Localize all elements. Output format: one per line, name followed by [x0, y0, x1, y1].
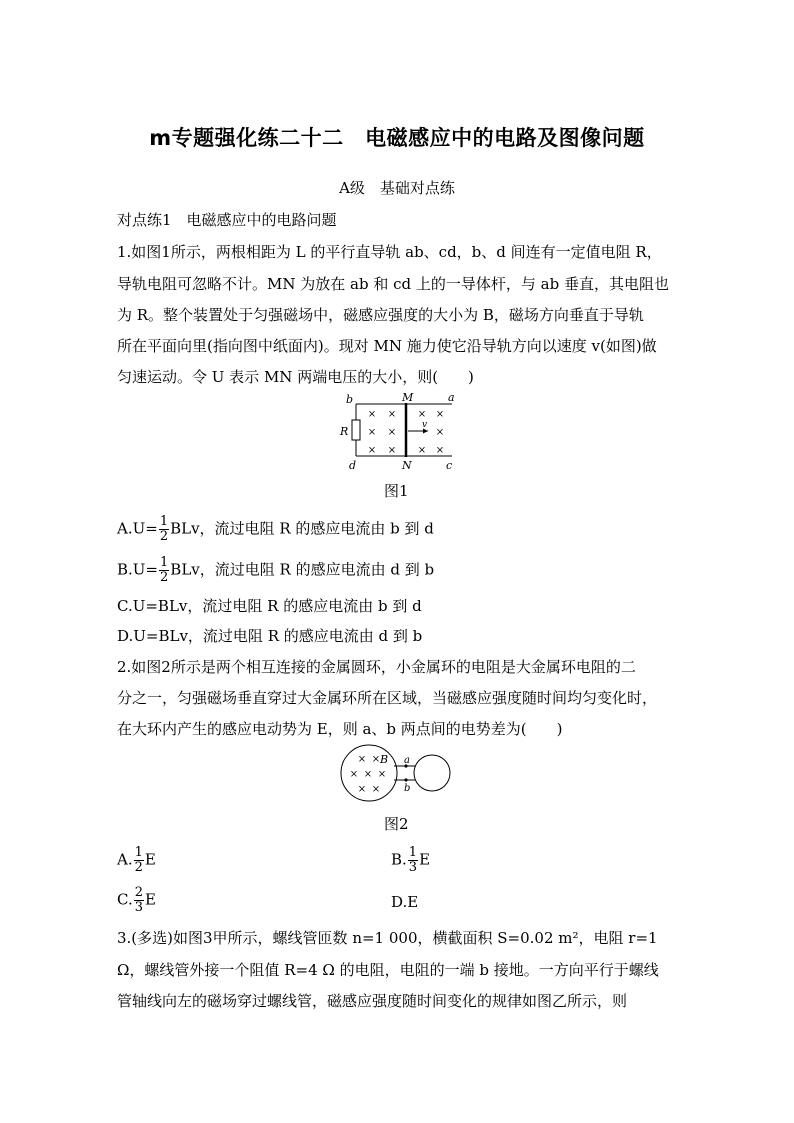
label-c: c — [446, 459, 453, 472]
point-b — [404, 778, 407, 781]
q1-option-a[interactable] — [117, 515, 434, 544]
small-ring — [414, 755, 450, 791]
label-b: b — [404, 783, 411, 794]
field-cross: × — [363, 769, 373, 780]
q2-line-1: 2.如图2所示是两个相互连接的金属圆环，小金属环的电阻是大金属环电阻的二 — [117, 658, 636, 676]
q3-line-3: 管轴线向左的磁场穿过螺线管，磁感应强度随时间变化的规律如图乙所示，则 — [117, 992, 628, 1010]
option-b-text: BLv，流过电阻 R 的感应电流由 d 到 b — [170, 560, 435, 579]
field-cross: × — [357, 784, 367, 795]
label-b-field: B — [380, 753, 389, 766]
field-cross: × — [387, 445, 397, 456]
label-d: d — [349, 459, 357, 472]
field-cross: × — [387, 409, 397, 420]
q2-option-d[interactable]: D.E — [391, 893, 419, 911]
field-cross: × — [371, 784, 381, 795]
q2-option-c[interactable] — [117, 886, 156, 915]
section-heading: A级 基础对点练 — [339, 179, 455, 197]
field-cross: × — [349, 769, 359, 780]
q2-option-a[interactable] — [117, 846, 156, 875]
field-cross: × — [417, 409, 427, 420]
subsection-heading: 对点练1 电磁感应中的电路问题 — [117, 211, 337, 229]
q1-option-b[interactable] — [117, 556, 434, 585]
q1-option-c[interactable]: C.U=BLv，流过电阻 R 的感应电流由 b 到 d — [117, 597, 422, 615]
option-b-text: E — [419, 850, 431, 869]
figure-2-caption: 图2 — [384, 815, 409, 833]
field-cross: × — [417, 445, 427, 456]
figure-1-rail-circuit — [336, 390, 460, 472]
label-a: a — [404, 755, 410, 766]
label-n: N — [402, 459, 412, 472]
option-a-text: E — [144, 850, 156, 869]
field-cross: × — [367, 409, 377, 420]
q1-line-1: 1.如图1所示，两根相距为 L 的平行直导轨 ab、cd，b、d 间连有一定值电阻 R， — [117, 243, 662, 261]
field-cross: × — [435, 427, 445, 438]
q1-option-d[interactable]: D.U=BLv，流过电阻 R 的感应电流由 d 到 b — [117, 627, 423, 645]
field-cross: × — [371, 754, 381, 765]
option-b-prefix: B.U= — [117, 560, 159, 579]
q2-line-3: 在大环内产生的感应电动势为 E，则 a、b 两点间的电势差为( ) — [117, 720, 563, 738]
q2-line-2: 分之一，匀强磁场垂直穿过大金属环所在区域，当磁感应强度随时间均匀变化时， — [117, 689, 658, 707]
label-r: R — [340, 425, 349, 438]
figure-2-two-rings — [338, 742, 454, 804]
field-cross: × — [357, 754, 367, 765]
q3-line-1: 3.(多选)如图3甲所示，螺线管匝数 n=1 000，横截面积 S=0.02 m²，电阻 r=1 — [117, 929, 658, 947]
fraction: $\frac{1}{2}$ — [134, 845, 143, 875]
q1-line-4: 所在平面向里(指向图中纸面内)。现对 MN 施力使它沿导轨方向以速度 v(如图)做 — [117, 337, 657, 355]
field-cross: × — [387, 427, 397, 438]
fraction: $\frac{1}{2}$ — [160, 555, 169, 585]
label-m: M — [402, 391, 414, 404]
resistor-r — [352, 420, 360, 440]
label-b: b — [346, 393, 354, 406]
option-a-prefix: A.U= — [117, 519, 158, 538]
field-cross: × — [435, 445, 445, 456]
fraction: $\frac{2}{3}$ — [134, 885, 143, 915]
option-c-label: C. — [117, 890, 133, 909]
option-a-text: BLv，流过电阻 R 的感应电流由 b 到 d — [170, 519, 434, 538]
field-cross: × — [435, 409, 445, 420]
field-cross: × — [367, 427, 377, 438]
q1-line-5: 匀速运动。令 U 表示 MN 两端电压的大小，则( ) — [117, 368, 474, 386]
option-b-label: B. — [391, 850, 407, 869]
page-title: m专题强化练二十二 电磁感应中的电路及图像问题 — [149, 126, 645, 150]
q3-line-2: Ω，螺线管外接一个阻值 R=4 Ω 的电阻，电阻的一端 b 接地。一方向平行于螺线 — [117, 961, 659, 979]
field-cross: × — [367, 445, 377, 456]
fraction: $\frac{1}{3}$ — [408, 845, 418, 875]
q1-line-2: 导轨电阻可忽略不计。MN 为放在 ab 和 cd 上的一导体杆，与 ab 垂直，其电阻也 — [117, 275, 669, 293]
figure-1-caption: 图1 — [384, 482, 409, 500]
option-a-label: A. — [117, 850, 133, 869]
field-cross: × — [377, 769, 387, 780]
label-a: a — [448, 391, 455, 404]
q2-option-b[interactable] — [391, 846, 430, 875]
q1-line-3: 为 R。整个装置处于匀强磁场中，磁感应强度的大小为 B，磁场方向垂直于导轨 — [117, 306, 644, 324]
fraction: $\frac{1}{2}$ — [159, 514, 169, 544]
option-c-text: E — [145, 890, 156, 909]
label-v: v — [422, 420, 428, 430]
